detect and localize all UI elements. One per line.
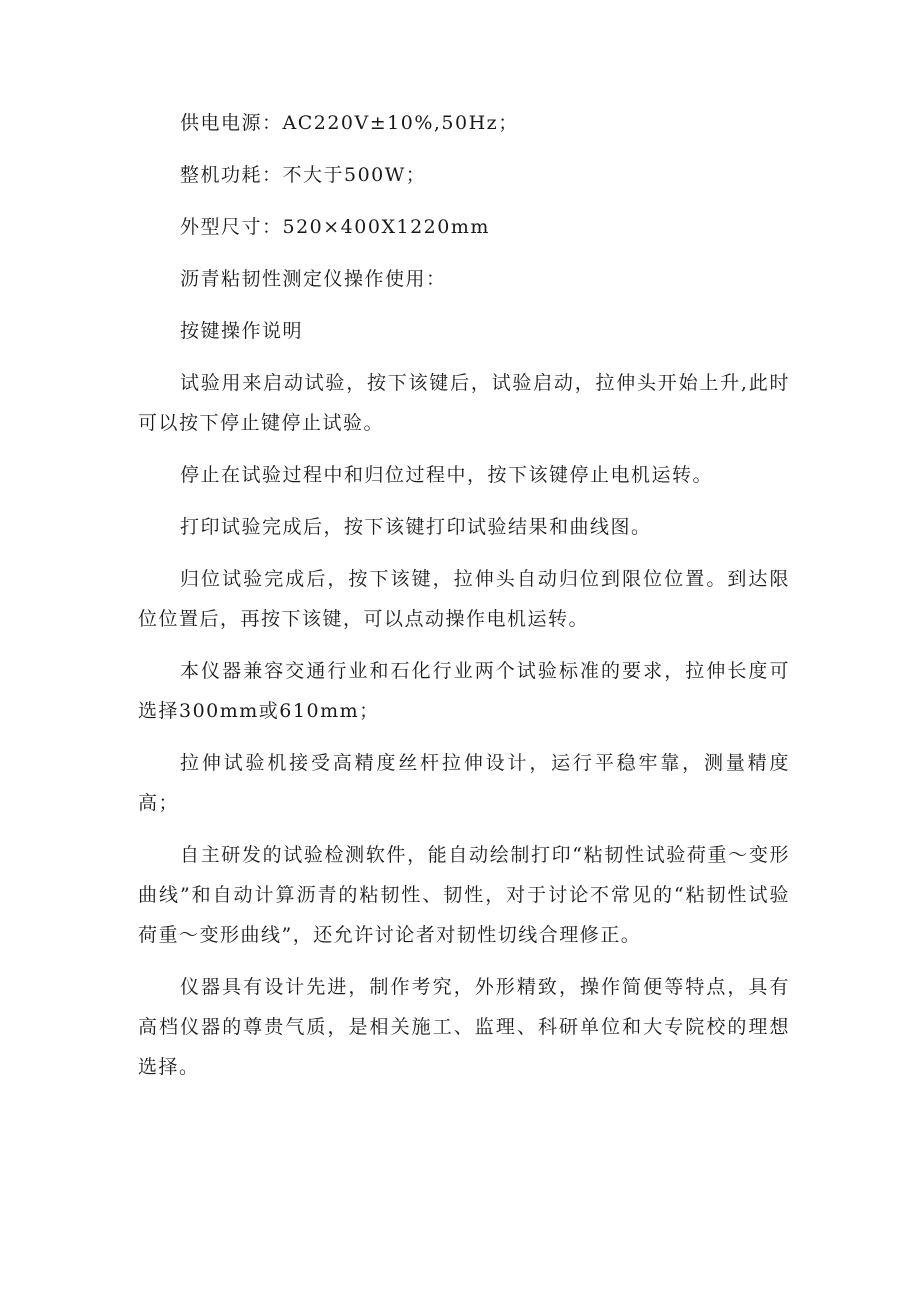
- spec-dimensions: 外型尺寸：520×400X1220mm: [180, 216, 490, 238]
- key-stop-description: 停止在试验过程中和归位过程中，按下该键停止电机运转。: [180, 464, 714, 486]
- key-print-description: 打印试验完成后，按下该键打印试验结果和曲线图。: [180, 516, 652, 538]
- key-reset-description: 归位试验完成后，按下该键，拉伸头自动归位到限位位置。到达限位位置后，再按下该键，可以点动操作电机运转。: [138, 568, 790, 630]
- section-heading-operation: 沥青粘韧性测定仪操作使用：: [180, 268, 447, 290]
- feature-standards: 本仪器兼容交通行业和石化行业两个试验标准的要求，拉伸长度可选择300mm或610mm；: [138, 660, 790, 722]
- document-body: [138, 103, 790, 1099]
- feature-software: 自主研发的试验检测软件，能自动绘制打印“粘韧性试验荷重～变形曲线”和自动计算沥青的粘韧性、韧性，对于讨论不常见的“粘韧性试验荷重～变形曲线”，还允许讨论者对韧性切线合理修正。: [138, 844, 790, 946]
- spec-power-supply: 供电电源：AC220V±10%,50Hz；: [180, 112, 519, 134]
- feature-summary: 仪器具有设计先进，制作考究，外形精致，操作简便等特点，具有高档仪器的尊贵气质，是相关施工、监理、科研单位和大专院校的理想选择。: [138, 976, 790, 1078]
- section-heading-keys: 按键操作说明: [180, 320, 304, 342]
- feature-screw-design: 拉伸试验机接受高精度丝杆拉伸设计，运行平稳牢靠，测量精度高；: [138, 752, 790, 814]
- key-test-description: 试验用来启动试验，按下该键后，试验启动，拉伸头开始上升,此时可以按下停止键停止试验。: [138, 372, 790, 434]
- spec-power-consumption: 整机功耗：不大于500W；: [180, 164, 427, 186]
